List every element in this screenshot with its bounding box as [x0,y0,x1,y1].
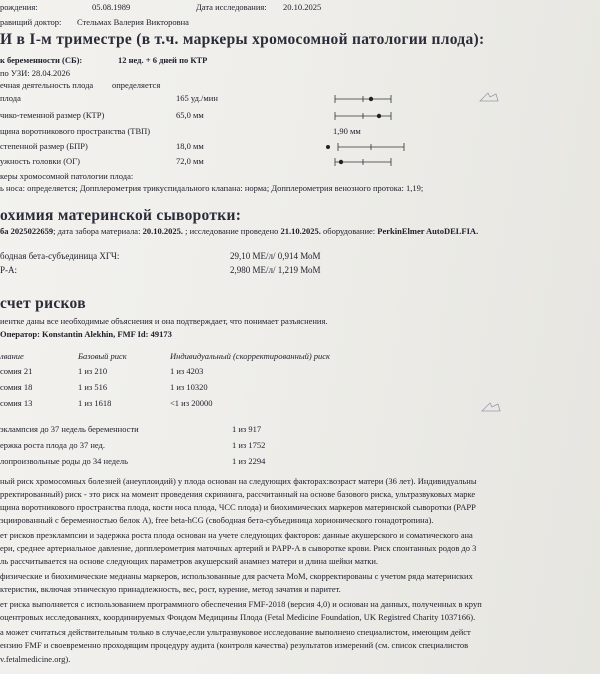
measurement-value: 72,0 мм [176,156,204,166]
other-risk-name: эклампсия до 37 недель беременности [0,424,139,434]
measurement-value: 165 уд./мин [176,93,218,103]
doctor-value: Стельмах Валерия Викторовна [77,17,189,27]
explanation-line: ет риска выполняется с использованием программного обеспечения FMF-2018 (версия 4,0) и основан на данных, полученных в круп [0,599,482,609]
sample-id: ба 2025022659 [0,226,54,236]
biochem-title: охимия материнской сыворотки: [0,207,242,224]
birth-date-value: 05.08.1989 [92,2,131,12]
measurement-label: плода [0,93,21,103]
measurement-label: чико-теменной размер (КТР) [0,110,105,120]
explanation-line: v.fetalmedicine.org). [0,654,71,664]
range-bar-bpd [326,141,406,152]
explanation-line: оцентровых исследованиях, координируемых Фондом Медицины Плода (Fetal Medicine Foundation, UK Registred Charity 1037166). [0,612,476,622]
markers-label: керы хромосомной патологии плода: [0,171,134,181]
watermark-logo [478,90,500,102]
explanation-line: ный риск хромосомных болезней (анеуплоидий) у плода основан на следующих факторах:возраст матери (36 лет). Индивидуальны [0,476,477,486]
equipment-label: оборудование: [320,226,378,236]
explanation-line: ль рассчитывается на основе следующих параметров акушерский анамнез матери и длина шейки матки. [0,556,379,566]
col-name-header: лвание [0,351,24,361]
measurement-value: 1,90 мм [333,126,361,136]
analysis-date: 21.10.2025. [280,226,321,236]
biochem-label: P-A: [0,265,18,275]
risk-individual: <1 из 20000 [170,398,213,408]
heart-activity-value: определяется [112,80,161,90]
gestational-age-value: 12 нед. + 6 дней по КТР [118,55,208,65]
risk-base: 1 из 516 [78,382,108,392]
measurement-value: 18,0 мм [176,141,204,151]
measurement-label: щина воротникового пространства (ТВП) [0,126,151,136]
heart-activity-label: ечная деятельность плода [0,80,94,90]
explanation-line: ктеристик, включая этническую принадлежность, вес, рост, курение, метод зачатия и паритет. [0,584,341,594]
explanation-line: эциированный с беременностью белок А), free beta-hCG (свободная бета-субъединица хорионического гонадотропина). [0,515,434,525]
col-base-header: Базовый риск [78,351,127,361]
risk-base: 1 из 210 [78,366,108,376]
other-risk-value: 1 из 2294 [232,456,266,466]
explanation-line: ет рисков преэклампсии и задержка роста плода основан на учете следующих факторов: данные акушерского и соматического ана [0,530,473,540]
range-bar-hc [333,156,393,167]
equipment-value: PerkinElmer AutoDELFIA. [377,226,479,236]
explanation-line: а может считаться действительным только в случае,если ультразвуковое исследование выполнено специалистом, имеющим дейст [0,627,471,637]
risk-individual: 1 из 4203 [170,366,204,376]
uzi-date: по УЗИ: 28.04.2026 [0,68,70,78]
other-risk-name: ержка роста плода до 37 нед. [0,440,105,450]
other-risk-name: лопроизвольные роды до 34 недель [0,456,128,466]
birth-date-label: рождения: [0,2,38,12]
sample-date-label: ; дата забора материала: [53,226,143,236]
measurement-label: ужность головки (ОГ) [0,156,80,166]
biochem-value: 29,10 МЕ/л/ 0,914 МоМ [230,251,321,261]
biochem-value: 2,980 МЕ/л/ 1,219 МоМ [230,265,321,275]
range-bar-fhr [333,93,393,104]
operator-line: Оператор: Konstantin Alekhin, FMF Id: 49173 [0,329,172,339]
other-risk-value: 1 из 917 [232,424,262,434]
explanation-line: ензию FMF и своевременно проходящим процедуру аудита (контроля качества) результатов измерений (см. список специалистов [0,640,469,650]
risk-base: 1 из 1618 [78,398,112,408]
measurement-label: степенной размер (БПР) [0,141,88,151]
explanation-line: ери, среднее артериальное давление, допплерометрия маточных артерий и PAPP-A в сыворотке крови. Риск спонтанных родов до 3 [0,543,477,553]
document-title: И в I-м триместре (в т.ч. маркеры хромосомной патологии плода): [0,31,485,48]
markers-text: ь носа: определяется; Допплерометрия трикуспидального клапана: норма; Допплерометрия венозного протока: 1,19; [0,183,424,193]
risk-name: сомия 18 [0,382,33,392]
explanation-line: физические и биохимические медианы маркеров, использованные для расчета МоМ, скорректированы с учетом ряда материнских [0,571,473,581]
risk-name: сомия 21 [0,366,33,376]
explanation-line: рректированный) риск - это риск на момент проведения скрининга, рассчитанный на основе базового риска, ультразвуковых марке [0,489,476,499]
exam-date-value: 20.10.2025 [283,2,322,12]
watermark-logo [480,400,502,412]
other-risk-value: 1 из 1752 [232,440,266,450]
risk-title: счет рисков [0,295,86,312]
biochem-sample-row [0,226,478,237]
sample-date: 20.10.2025. [142,226,183,236]
exam-date-label: Дата исследования: [196,2,267,12]
measurement-value: 65,0 мм [176,110,204,120]
explanation-line: щина воротникового пространства плода, кости носа плода, ЧСС плода) и биохимических маркеров материнской сыворотки (PAPP [0,502,476,512]
range-bar-crl [333,110,393,121]
risk-individual: 1 из 10320 [170,382,208,392]
col-individual-header: Индивидуальный (скорректированный) риск [170,351,331,361]
biochem-label: бодная бета-субъединица ХГЧ: [0,251,120,261]
risk-name: сомия 13 [0,398,33,408]
risk-note: иентке даны все необходимые объяснения и она подтверждает, что понимает разъяснения. [0,316,328,326]
doctor-label: равищий доктор: [0,17,62,27]
analysis-date-label: ; исследование проведено [182,226,281,236]
gestational-age-label: к беременности (СБ): [0,55,83,65]
